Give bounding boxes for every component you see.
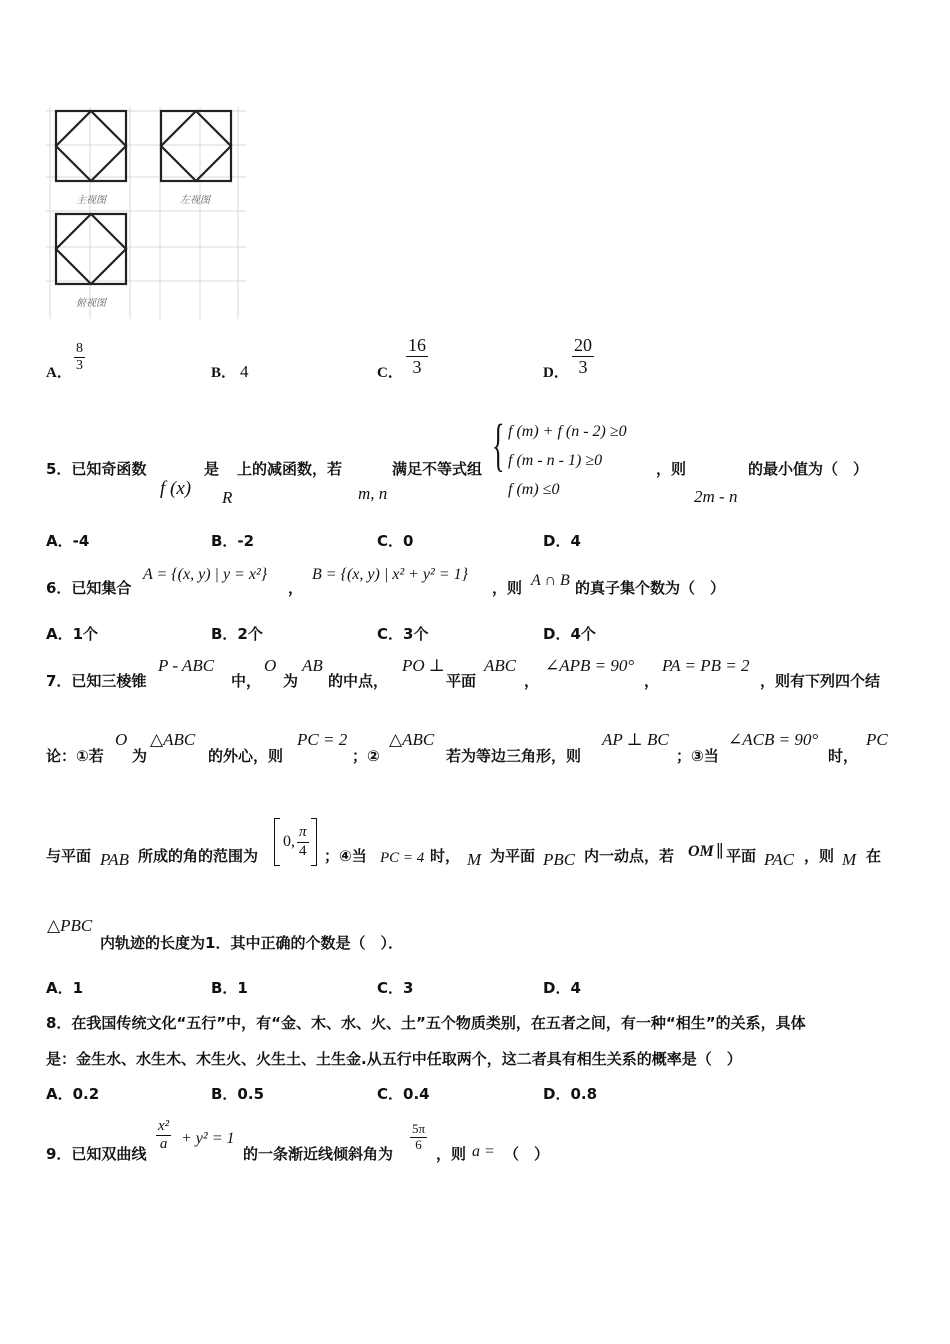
q4-option-a-label: A． xyxy=(46,365,72,381)
q4-option-b-value: 4 xyxy=(240,362,249,381)
q7-l2-b: 为 xyxy=(132,747,148,765)
q6-intersection: A ∩ B xyxy=(531,572,570,589)
q7-comma-1: ， xyxy=(524,672,540,690)
q7-l2-e: 若为等边三角形，则 xyxy=(446,747,582,765)
q7-l2-d: ；② xyxy=(352,747,380,765)
q8-option-b: B．0.5 xyxy=(211,1085,265,1103)
q7-l2-PC-2: PC = 2 xyxy=(297,730,348,749)
top-view-caption: 俯视图 xyxy=(76,298,106,309)
q6-option-d: D．4个 xyxy=(543,625,596,643)
q4-option-d-label: D． xyxy=(543,365,569,381)
left-view-caption: 左视图 xyxy=(180,195,210,206)
q7-option-c: C．3 xyxy=(377,979,414,997)
q7-l3-PAC: PAC xyxy=(764,850,794,869)
q9-stem-3: ，则 xyxy=(436,1145,467,1163)
q7-l3-range xyxy=(274,818,317,866)
q7-l3-PBC: PBC xyxy=(543,850,576,869)
q6-option-a: A．1个 xyxy=(46,625,99,643)
q7-l2-f: ；③当 xyxy=(676,747,719,765)
q7-l3-e: 为平面 xyxy=(490,847,536,865)
q6-stem-3: 的真子集个数为（ ） xyxy=(575,579,726,597)
top-view-diamond xyxy=(56,214,126,284)
q8-option-a: A．0.2 xyxy=(46,1085,100,1103)
q7-l2-triangle-ABC-2: △ABC xyxy=(389,730,435,749)
q5-ineq-2: f (m - n - 1) ≥0 xyxy=(508,452,603,469)
q5-mn: m, n xyxy=(358,484,388,503)
q7-l3-d: 时， xyxy=(430,847,461,865)
q7-l3-range-fraction: $\frac{\pi}{4}$ xyxy=(299,824,307,859)
q7-l3-range-left-bracket xyxy=(274,818,280,866)
q8-line-2: 是：金生水、水生木、木生火、火生土、土生金.从五行中任取两个，这二者具有相生关系的概率是（ ） xyxy=(46,1050,742,1068)
q7-stem-6: ，则有下列四个结 xyxy=(760,672,881,690)
q8-line-1: 8．在我国传统文化“五行”中，有“金、木、水、火、土”五个物质类别，在五者之间，有一种“相生”的关系，具体 xyxy=(46,1014,806,1032)
q9-stem-4: （ ） xyxy=(504,1145,550,1163)
q5-f-of-x: f (x) xyxy=(160,478,192,499)
q8-option-d: D．0.8 xyxy=(543,1085,598,1103)
q6-set-A: A = {(x, y) | y = x²} xyxy=(143,566,268,583)
q7-angle-APB: ∠APB = 90° xyxy=(545,656,635,675)
q6-stem-2: ，则 xyxy=(492,579,523,597)
q7-stem-1: 7．已知三棱锥 xyxy=(46,672,147,690)
q7-l2-angle-ACB: ∠ACB = 90° xyxy=(728,730,819,749)
q7-l3-OM: OM xyxy=(688,843,714,860)
q6-stem-1: 6．已知集合 xyxy=(46,579,132,597)
q7-PA-PB: PA = PB = 2 xyxy=(662,656,750,675)
q7-l2-PC: PC xyxy=(866,730,888,749)
q7-l4-triangle-PBC: △PBC xyxy=(47,916,93,935)
q5-option-a: A．-4 xyxy=(46,532,90,550)
q6-option-c: C．3个 xyxy=(377,625,429,643)
q7-O: O xyxy=(264,656,277,675)
q7-l3-a: 与平面 xyxy=(46,847,92,865)
q9-stem-1: 9．已知双曲线 xyxy=(46,1145,147,1163)
front-view-diamond xyxy=(56,111,126,181)
q4-option-b-label: B． xyxy=(211,365,237,381)
q7-option-a: A．1 xyxy=(46,979,84,997)
q7-l3-range-zero: 0, xyxy=(283,833,295,850)
q5-option-c: C．0 xyxy=(377,532,414,550)
q7-l3-i: 在 xyxy=(866,847,882,865)
q5-stem-2: 是 xyxy=(204,460,220,478)
q5-stem-5: ，则 xyxy=(656,460,687,478)
q4-option-c-fraction: $\frac{16}{3}$ xyxy=(408,335,426,377)
q5-system-brace: { xyxy=(492,412,505,477)
q7-l3-c: ；④当 xyxy=(324,847,367,865)
q7-l3-M: M xyxy=(467,850,482,869)
q7-l3-PAB: PAB xyxy=(100,850,129,869)
q7-option-d: D．4 xyxy=(543,979,581,997)
q4-option-d-fraction: $\frac{20}{3}$ xyxy=(574,335,592,377)
q8-option-c: C．0.4 xyxy=(377,1085,430,1103)
front-view-square xyxy=(56,111,126,181)
q7-stem-5: 平面 xyxy=(446,672,477,690)
q7-comma-2: ， xyxy=(644,672,660,690)
three-view-drawing xyxy=(46,107,246,319)
q7-l2-triangle-ABC: △ABC xyxy=(150,730,196,749)
q7-l4-text: 内轨迹的长度为1．其中正确的个数是（ ）． xyxy=(100,934,403,952)
q7-l3-range-right-bracket xyxy=(311,818,317,866)
q5-stem-3: 上的减函数，若 xyxy=(237,460,343,478)
q7-option-b: B．1 xyxy=(211,979,248,997)
q7-l3-f: 内一动点，若 xyxy=(584,847,675,865)
three-view-figure xyxy=(46,107,246,323)
q7-stem-2: 中， xyxy=(231,672,262,690)
q9-equation-rest: + y² = 1 xyxy=(181,1130,235,1147)
q7-l3-parallel: ∥ xyxy=(716,842,724,861)
q6-sep: ， xyxy=(288,579,304,597)
q7-l2-O: O xyxy=(115,730,128,749)
q5-option-b: B．-2 xyxy=(211,532,255,550)
q4-option-a-fraction: $\frac{8}{3}$ xyxy=(76,341,83,374)
q5-stem-4: 满足不等式组 xyxy=(392,460,483,478)
q7-l2-c: 的外心，则 xyxy=(208,747,284,765)
q9-fraction-x2-over-a: $\frac{\text{x²}}{a}$ xyxy=(158,1118,170,1153)
q7-stem-3: 为 xyxy=(283,672,299,690)
q5-stem-6: 的最小值为（ ） xyxy=(748,460,869,478)
q6-option-b: B．2个 xyxy=(211,625,263,643)
q4-option-c-label: C． xyxy=(377,365,403,381)
q5-inequality-system xyxy=(508,417,627,504)
left-view-square xyxy=(161,111,231,181)
q7-l3-g: 平面 xyxy=(726,847,757,865)
q7-l2-AP-perp-BC: AP ⊥ BC xyxy=(602,730,669,749)
q9-angle-fraction: $\frac{5\pi}{6}$ xyxy=(412,1121,426,1152)
q7-l3-h: ，则 xyxy=(804,847,835,865)
front-view-caption: 主视图 xyxy=(76,195,106,206)
q7-pyramid: P - ABC xyxy=(158,656,215,675)
left-view-diamond xyxy=(161,111,231,181)
q7-l3-M-2: M xyxy=(842,850,857,869)
q7-l2-g: 时， xyxy=(828,747,859,765)
q5-ineq-3: f (m) ≤0 xyxy=(508,481,560,498)
q7-stem-4: 的中点， xyxy=(328,672,389,690)
q7-AB: AB xyxy=(302,656,323,675)
q7-l3-PC-4: PC = 4 xyxy=(380,850,425,866)
q5-expression: 2m - n xyxy=(694,487,738,506)
q6-set-B: B = {(x, y) | x² + y² = 1} xyxy=(312,566,469,583)
q7-l3-b: 所成的角的范围为 xyxy=(138,847,259,865)
top-view-square xyxy=(56,214,126,284)
q5-ineq-1: f (m) + f (n - 2) ≥0 xyxy=(508,423,627,440)
q7-ABC: ABC xyxy=(484,656,517,675)
q7-PO-perp: PO ⊥ xyxy=(402,656,445,675)
q5-stem-1: 5．已知奇函数 xyxy=(46,460,147,478)
q9-a-equals: a = xyxy=(472,1143,495,1160)
q5-option-d: D．4 xyxy=(543,532,581,550)
q5-R: R xyxy=(222,488,233,507)
q7-l2-a: 论：①若 xyxy=(46,747,104,765)
q9-stem-2: 的一条渐近线倾斜角为 xyxy=(243,1145,394,1163)
